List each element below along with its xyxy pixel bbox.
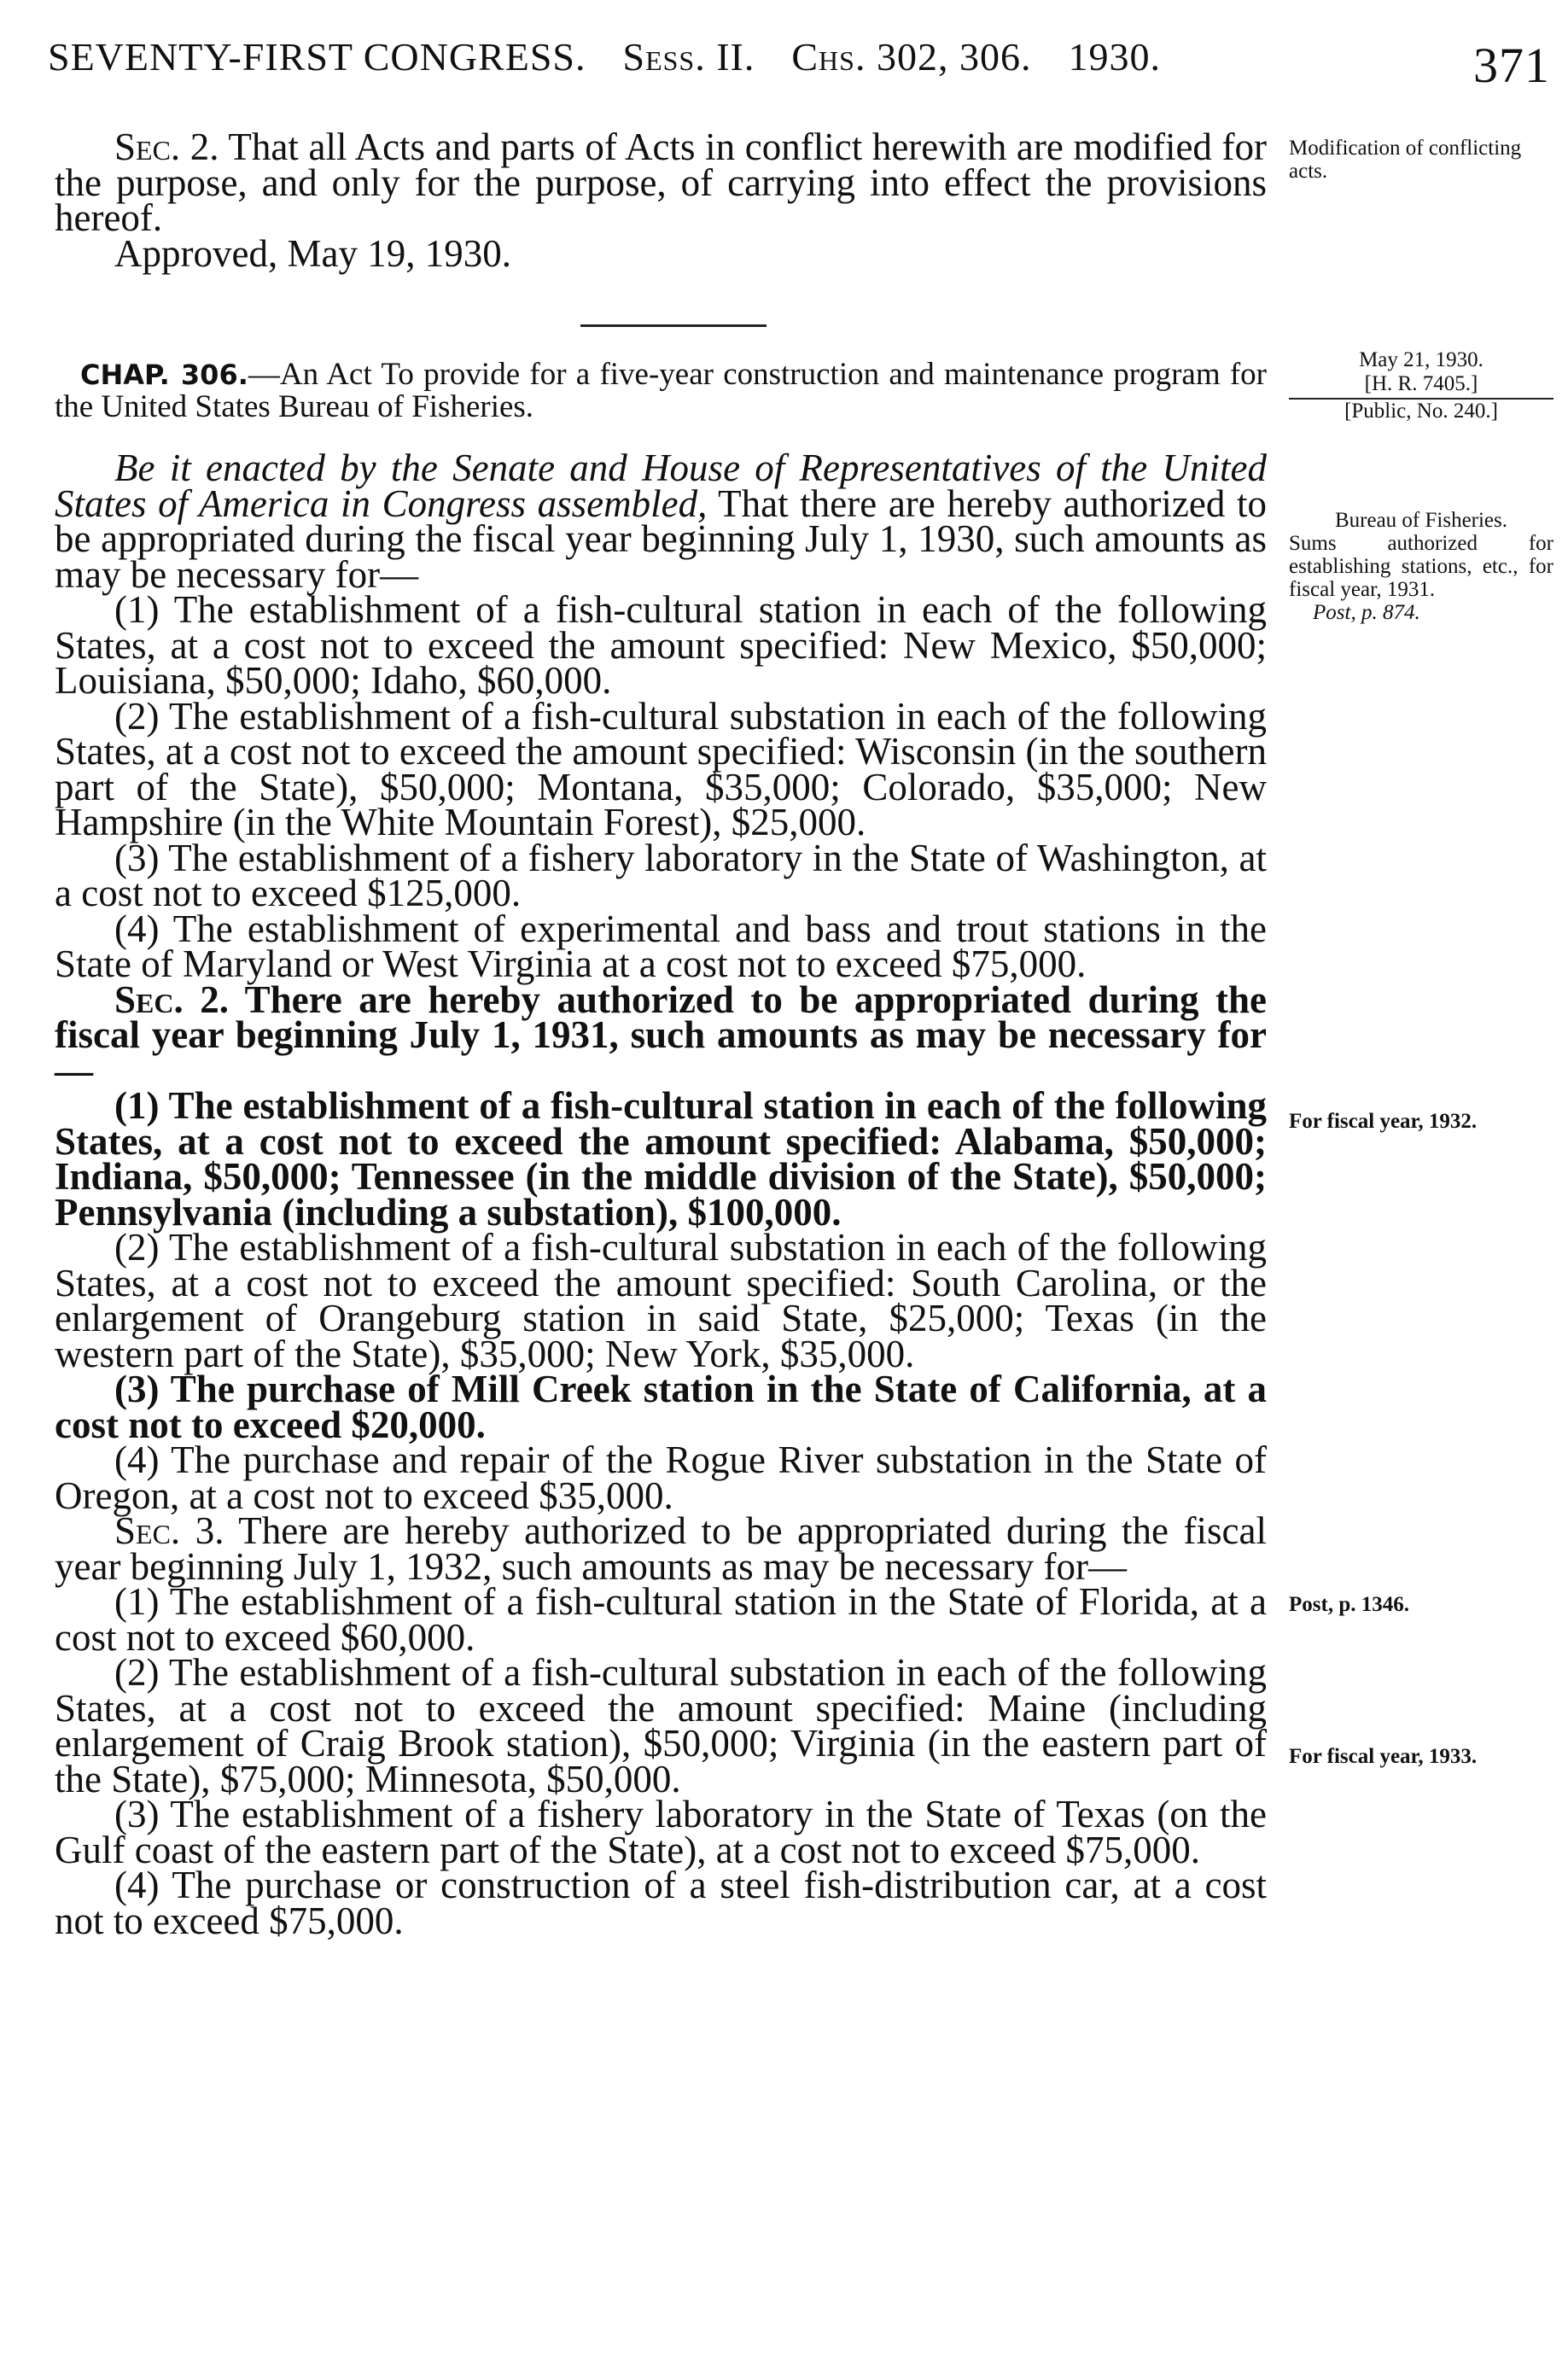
sec2-text: There are hereby authorized to be appropriated during the fiscal year beginning July 1, 1931, such amounts as may be necessary for— <box>55 977 1267 1092</box>
sec2-paragraph <box>55 977 1267 1092</box>
session-label: Sess. II. <box>622 35 755 79</box>
sec3-paragraph <box>55 1509 1268 1588</box>
fy1933-item-1: (1) The establishment of a fish-cultural station in the State of Florida, at a cost not to exceed $60,000. <box>55 1580 1267 1659</box>
fy1931-item-4: (4) The establishment of experimental and bass and trout stations in the State of Maryland or West Virginia at a cost not to exceed $75,000. <box>55 907 1267 985</box>
approved-line: Approved, May 19, 1930. <box>114 231 511 275</box>
fy1933-item-4: (4) The purchase or construction of a steel fish-distribution car, at a cost not to exceed $75,000. <box>55 1864 1267 1942</box>
enacting-clause: Be it enacted by the Senate and House of Representatives of the United States of America in Congress assembled, <box>55 446 1267 525</box>
section-text: That all Acts and parts of Acts in conflict herewith are modified for the purpose, and only for the purpose, of carrying into effect the provisions hereof. <box>55 125 1268 239</box>
fy1932-item-3: (3) The purchase of Mill Creek station in the State of California, at a cost not to exceed $20,000. <box>55 1368 1267 1446</box>
fy1932-item-1: (1) The establishment of a fish-cultural station in each of the following States, at a cost not to exceed the amount specified: Alabama, $50,000; Indiana, $50,000; Tennessee (in the middle division of the State), $50,000; Pennsylvania (including a substation), $100,000. <box>55 1084 1267 1234</box>
note-post-874: Post, p. 874. <box>1313 601 1420 624</box>
section-label: Sec. 2. <box>114 125 219 168</box>
prev-chapter-block <box>55 125 1268 275</box>
fy1933-item-3: (3) The establishment of a fishery laboratory in the State of Texas (on the Gulf coast of the eastern part of the State), at a cost not to exceed $75,000. <box>55 1793 1267 1871</box>
fy1931-item-2: (2) The establishment of a fish-cultural substation in each of the following States, at a cost not to exceed the amount specified: Wisconsin (in the southern part of the State), $50,000; Montana, $35,000; Colorado, $35,000; New Hampshire (in the White Mountain Forest), $25,000. <box>55 694 1267 843</box>
chapter-public-no: [Public, No. 240.] <box>1344 400 1498 423</box>
congress-title: SEVENTY-FIRST CONGRESS. <box>48 35 586 79</box>
chapter-title: —An Act To provide for a five-year construction and maintenance program for the United States Bureau of Fisheries. <box>55 357 1267 424</box>
chapter-bill: [H. R. 7405.] <box>1289 372 1553 400</box>
chapter-margin-note <box>1289 348 1553 423</box>
note-bureau-body: Sums authorized for establishing stations, etc., for fiscal year, 1931. <box>1289 532 1553 601</box>
sec3-text: There are hereby authorized to be appropriated during the fiscal year beginning July 1, 1932, such amounts as may be necessary for— <box>55 1509 1268 1588</box>
enacting-paragraph <box>55 446 1267 596</box>
fy1931-item-1: (1) The establishment of a fish-cultural station in each of the following States, at a cost not to exceed the amount specified: New Mexico, $50,000; Louisiana, $50,000; Idaho, $60,000. <box>55 588 1267 702</box>
fy1933-item-2: (2) The establishment of a fish-cultural substation in each of the following States, at a cost not to exceed the amount specified: Maine (including enlargement of Craig Brook station), $50,000; Virginia (in the eastern part of the State), $75,000; Minnesota, $50,000. <box>55 1651 1267 1800</box>
margin-note-bureau <box>1289 509 1553 624</box>
margin-note-fy1932: For fiscal year, 1932. <box>1289 1110 1478 1133</box>
sec3-label: Sec. 3. <box>114 1509 224 1552</box>
chapter-divider <box>580 324 767 327</box>
margin-note-modification: Modification of conflicting acts. <box>1289 137 1522 183</box>
margin-note-post-1346: Post, p. 1346. <box>1289 1593 1409 1616</box>
margin-note-fy1933: For fiscal year, 1933. <box>1289 1745 1478 1768</box>
sec2-label: Sec. 2. <box>114 977 229 1021</box>
enacting-text: That there are hereby authorized to be appropriated during the fiscal year beginning July 1, 1930, such amounts as may be necessary for— <box>55 481 1267 596</box>
year-label: 1930. <box>1068 35 1161 79</box>
chapter-label: CHAP. 306. <box>80 359 248 391</box>
chapter-caption <box>55 359 1267 423</box>
note-bureau-title: Bureau of Fisheries. <box>1334 509 1508 532</box>
page-number: 371 <box>1473 38 1550 93</box>
fy1932-item-4: (4) The purchase and repair of the Rogue River substation in the State of Oregon, at a cost not to exceed $35,000. <box>55 1438 1267 1517</box>
prev-sec2-paragraph <box>55 125 1268 239</box>
chapters-label: Chs. 302, 306. <box>791 35 1032 79</box>
act-body <box>55 446 1268 1942</box>
chapter-date: May 21, 1930. <box>1359 348 1483 371</box>
running-head <box>48 35 1550 93</box>
fy1931-item-3: (3) The establishment of a fishery laboratory in the State of Washington, at a cost not to exceed $125,000. <box>55 836 1267 914</box>
fy1932-item-2: (2) The establishment of a fish-cultural substation in each of the following States, at a cost not to exceed the amount specified: South Carolina, or the enlargement of Orangeburg station in said State, $25,000; Texas (in the western part of the State), $35,000; New York, $35,000. <box>55 1226 1267 1375</box>
